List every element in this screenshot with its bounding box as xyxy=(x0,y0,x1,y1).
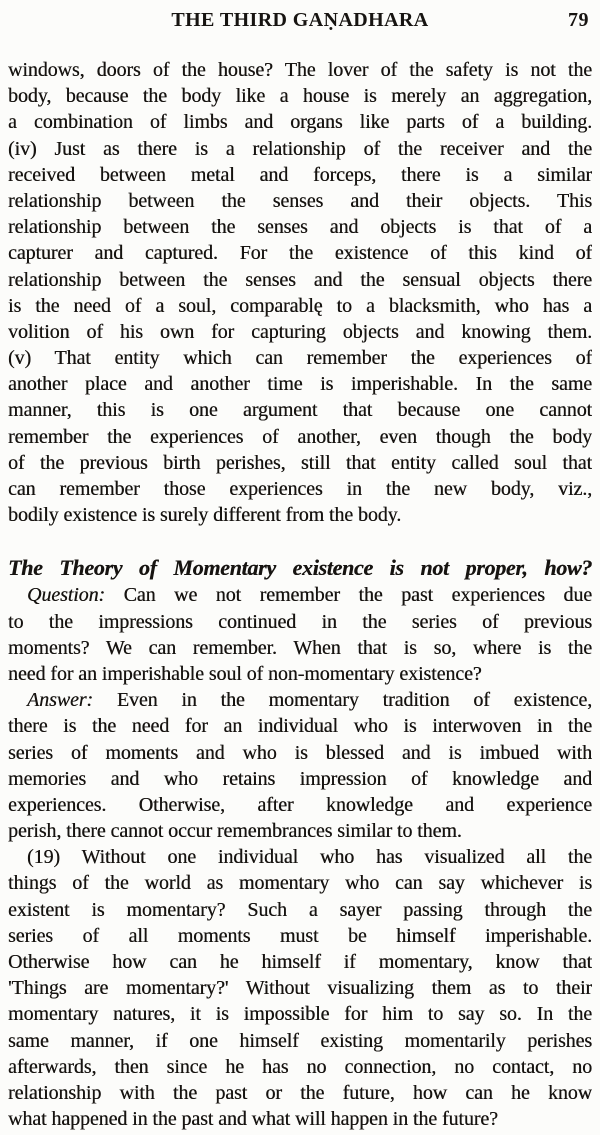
text-line: windows, doors of the house? The lover of the safety is not the xyxy=(8,59,592,81)
text-line: body, because the body like a house is merely an aggregation, xyxy=(8,85,592,108)
text-line: of the previous birth perishes, still that entity called soul that xyxy=(8,451,592,474)
running-header-title: THE THIRD GAṆADHARA xyxy=(171,9,429,31)
text-line xyxy=(8,687,592,713)
text-line: Otherwise how can he himself if momentary, know that xyxy=(8,951,592,973)
text-line: momentary natures, it is impossible for him to say so. In the xyxy=(8,1003,592,1026)
paragraph xyxy=(8,582,592,687)
italic-lead-word: Question: xyxy=(27,584,105,607)
text-line: The Theory of Momentary existence is not proper, how? xyxy=(8,555,592,581)
text-line: relationship with the past or the future, how can he know xyxy=(8,1081,592,1104)
text-line: need for an imperishable soul of non-momentary existence? xyxy=(8,662,482,685)
paragraph xyxy=(8,57,592,528)
text-line: series of moments and who is blessed and is imbued with xyxy=(8,741,592,764)
text-line: bodily existence is surely different from the body. xyxy=(8,504,402,527)
text-line: relationship between the senses and the sensual objects there xyxy=(8,268,592,291)
text-line: (v) That entity which can remember the experiences of xyxy=(8,347,592,370)
page-body xyxy=(0,57,600,1132)
text-line: same manner, if one himself existing momentarily perishes xyxy=(8,1029,592,1052)
section-heading xyxy=(8,554,592,582)
text-line: 'Things are momentary?' Without visualizing them as to their xyxy=(8,977,592,1000)
text-line: is the need of a soul, comparablę to a blacksmith, who has a xyxy=(8,294,592,317)
text-line: a combination of limbs and organs like parts of a building. xyxy=(8,111,592,134)
text-line: received between metal and forceps, there is a similar xyxy=(8,163,592,186)
text-line: moments? We can remember. When that is so, where is the xyxy=(8,636,592,659)
text-line: afterwards, then since he has no connection, no contact, no xyxy=(8,1055,592,1078)
text-line: can remember those experiences in the new body, viz., xyxy=(8,478,592,500)
text-line: there is the need for an individual who is interwoven in the xyxy=(8,715,592,738)
text-line: things of the world as momentary who can say whichever is xyxy=(8,872,592,895)
text-line: series of all moments must be himself imperishable. xyxy=(8,924,592,947)
running-header xyxy=(0,0,600,34)
italic-lead-word: Answer: xyxy=(27,689,93,712)
text-line: (iv) Just as there is a relationship of the receiver and the xyxy=(8,137,592,160)
line-text: Even in the momentary tradition of existence, xyxy=(92,689,592,712)
text-line: volition of his own for capturing objects and knowing them. xyxy=(8,320,592,343)
text-line: to the impressions continued in the series of previous xyxy=(8,610,592,633)
text-line: existent is momentary? Such a sayer passing through the xyxy=(8,898,592,921)
paragraph xyxy=(8,687,592,844)
line-text: Can we not remember the past experiences due xyxy=(104,584,592,607)
text-line: capturer and captured. For the existence of this kind of xyxy=(8,242,592,265)
paragraph xyxy=(8,844,592,1132)
text-line: relationship between the senses and their objects. This xyxy=(8,189,592,212)
text-line: perish, there cannot occur remembrances similar to them. xyxy=(8,820,462,843)
text-line: experiences. Otherwise, after knowledge and experience xyxy=(8,793,592,816)
page-number: 79 xyxy=(568,9,589,31)
text-line xyxy=(8,582,592,608)
text-line: manner, this is one argument that because one cannot xyxy=(8,399,592,422)
text-line: remember the experiences of another, even though the body xyxy=(8,425,592,448)
text-line: relationship between the senses and objects is that of a xyxy=(8,216,592,239)
text-line: what happened in the past and what will happen in the future? xyxy=(8,1108,498,1131)
text-line: (19) Without one individual who has visualized all the xyxy=(27,846,592,869)
text-line: another place and another time is imperishable. In the same xyxy=(8,373,592,396)
text-line: memories and who retains impression of knowledge and xyxy=(8,767,592,790)
